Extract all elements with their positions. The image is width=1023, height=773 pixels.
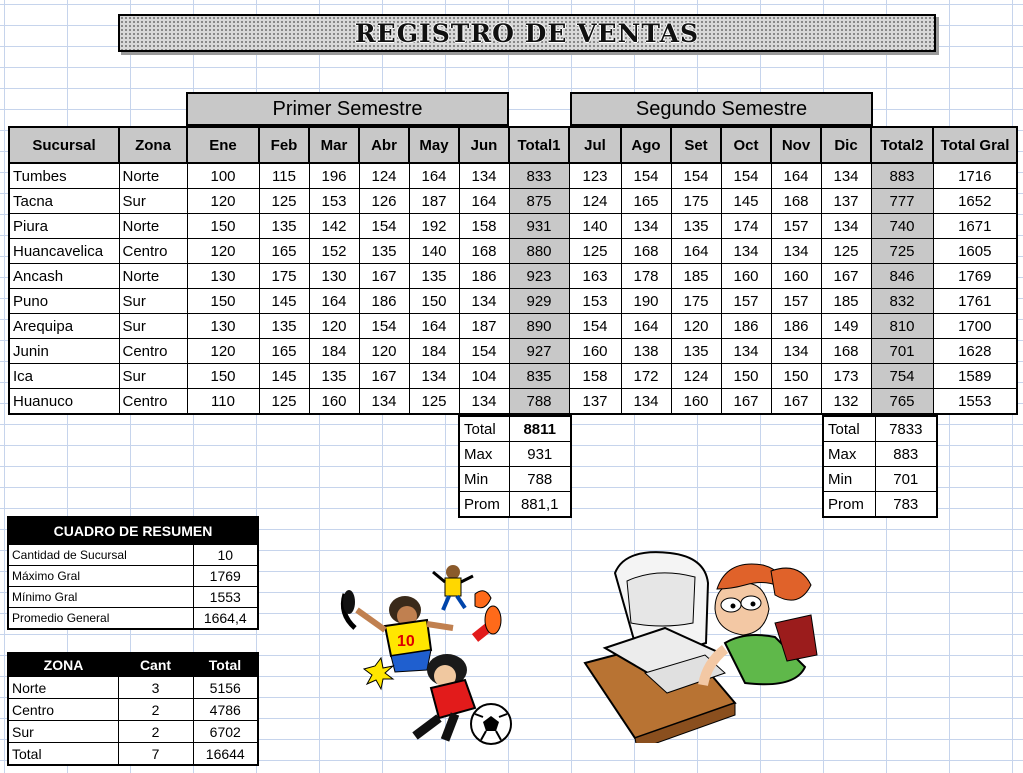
summary-label: Máximo Gral	[8, 566, 193, 587]
table-cell[interactable]: 1761	[933, 289, 1017, 314]
table-cell[interactable]: 134	[409, 364, 459, 389]
table-cell[interactable]: 178	[621, 264, 671, 289]
column-header: Nov	[771, 127, 821, 163]
table-cell[interactable]: 160	[771, 264, 821, 289]
stats-row	[459, 416, 571, 442]
stats-row	[823, 442, 937, 467]
stats-value[interactable]: 8811	[509, 416, 571, 442]
table-cell[interactable]: 777	[871, 189, 933, 214]
table-cell[interactable]: 165	[259, 339, 309, 364]
table-cell[interactable]: 134	[771, 239, 821, 264]
table-cell[interactable]: 154	[621, 163, 671, 189]
table-cell[interactable]: Sur	[119, 314, 187, 339]
table-cell[interactable]: Junin	[9, 339, 119, 364]
table-row	[9, 214, 1017, 239]
sales-table	[8, 126, 1018, 415]
table-row	[9, 163, 1017, 189]
table-cell[interactable]: 160	[309, 389, 359, 415]
table-cell[interactable]: Huanuco	[9, 389, 119, 415]
table-cell[interactable]: Ica	[9, 364, 119, 389]
table-cell[interactable]: 135	[309, 364, 359, 389]
table-cell[interactable]: 740	[871, 214, 933, 239]
table-cell[interactable]: 135	[671, 339, 721, 364]
stats-label: Min	[459, 467, 509, 492]
column-header: Ene	[187, 127, 259, 163]
table-cell[interactable]: Huancavelica	[9, 239, 119, 264]
table-cell[interactable]: 123	[569, 163, 621, 189]
zone-name[interactable]: Centro	[8, 699, 118, 721]
table-row	[9, 189, 1017, 214]
sheet-title-banner	[118, 14, 936, 52]
table-cell[interactable]: 130	[309, 264, 359, 289]
stats-row	[459, 442, 571, 467]
column-header: Sucursal	[9, 127, 119, 163]
table-cell[interactable]: 142	[309, 214, 359, 239]
table-row	[9, 364, 1017, 389]
table-cell[interactable]: 931	[509, 214, 569, 239]
zone-total[interactable]: 5156	[193, 677, 258, 699]
table-cell[interactable]: 154	[721, 163, 771, 189]
table-cell[interactable]: 164	[459, 189, 509, 214]
table-cell[interactable]: 168	[621, 239, 671, 264]
zone-row	[8, 699, 258, 721]
table-cell[interactable]: 132	[821, 389, 871, 415]
stats-label: Total	[459, 416, 509, 442]
table-cell[interactable]: 174	[721, 214, 771, 239]
table-cell[interactable]: 168	[459, 239, 509, 264]
column-header: Abr	[359, 127, 409, 163]
table-row	[9, 289, 1017, 314]
table-cell[interactable]: 124	[359, 163, 409, 189]
zone-row	[8, 743, 258, 766]
table-cell[interactable]: 186	[359, 289, 409, 314]
table-cell[interactable]: 164	[771, 163, 821, 189]
stats-label: Total	[823, 416, 875, 442]
table-cell[interactable]: 1716	[933, 163, 1017, 189]
table-cell[interactable]: 149	[821, 314, 871, 339]
zone-count[interactable]: 3	[118, 677, 193, 699]
first-semester-header: Primer Semestre	[186, 92, 509, 126]
table-cell[interactable]: 164	[409, 163, 459, 189]
table-cell[interactable]: 134	[459, 289, 509, 314]
table-cell[interactable]: Norte	[119, 264, 187, 289]
stats-value[interactable]: 701	[875, 467, 937, 492]
table-cell[interactable]: 875	[509, 189, 569, 214]
table-cell[interactable]: 196	[309, 163, 359, 189]
column-header: Dic	[821, 127, 871, 163]
table-cell[interactable]: 835	[509, 364, 569, 389]
table-cell[interactable]: 765	[871, 389, 933, 415]
table-cell[interactable]: 137	[821, 189, 871, 214]
table-cell[interactable]: Centro	[119, 339, 187, 364]
table-cell[interactable]: 923	[509, 264, 569, 289]
table-cell[interactable]: 172	[621, 364, 671, 389]
table-cell[interactable]: 145	[259, 289, 309, 314]
table-cell[interactable]: 167	[359, 364, 409, 389]
summary-value[interactable]: 10	[193, 545, 258, 566]
second-semester-stats	[822, 415, 938, 518]
table-cell[interactable]: 1628	[933, 339, 1017, 364]
table-cell[interactable]: 145	[721, 189, 771, 214]
table-cell[interactable]: 165	[621, 189, 671, 214]
table-cell[interactable]: 150	[409, 289, 459, 314]
table-cell[interactable]: 150	[771, 364, 821, 389]
table-cell[interactable]: Sur	[119, 364, 187, 389]
table-cell[interactable]: 173	[821, 364, 871, 389]
table-cell[interactable]: 125	[259, 189, 309, 214]
table-cell[interactable]: Piura	[9, 214, 119, 239]
table-cell[interactable]: 833	[509, 163, 569, 189]
table-cell[interactable]: 186	[459, 264, 509, 289]
table-cell[interactable]: 880	[509, 239, 569, 264]
zone-count[interactable]: 2	[118, 699, 193, 721]
summary-value[interactable]: 1664,4	[193, 608, 258, 630]
zone-name[interactable]: Total	[8, 743, 118, 766]
table-cell[interactable]: 135	[409, 264, 459, 289]
stats-row	[459, 492, 571, 518]
table-cell[interactable]: 120	[671, 314, 721, 339]
total-col-header: Total	[193, 653, 258, 677]
table-cell[interactable]: 187	[409, 189, 459, 214]
table-cell[interactable]: Centro	[119, 389, 187, 415]
table-cell[interactable]: 157	[771, 289, 821, 314]
column-header: Ago	[621, 127, 671, 163]
table-cell[interactable]: 130	[187, 314, 259, 339]
table-cell[interactable]: 190	[621, 289, 671, 314]
zone-count[interactable]: 7	[118, 743, 193, 766]
stats-value[interactable]: 788	[509, 467, 571, 492]
stats-row	[823, 467, 937, 492]
table-cell[interactable]: 104	[459, 364, 509, 389]
table-cell[interactable]: Puno	[9, 289, 119, 314]
table-cell[interactable]: 158	[459, 214, 509, 239]
table-cell[interactable]: 125	[821, 239, 871, 264]
table-cell[interactable]: Tumbes	[9, 163, 119, 189]
student-computer-clipart	[575, 543, 820, 743]
table-cell[interactable]: 175	[671, 289, 721, 314]
table-cell[interactable]: 846	[871, 264, 933, 289]
table-cell[interactable]: 1671	[933, 214, 1017, 239]
table-cell[interactable]: 157	[771, 214, 821, 239]
stats-value[interactable]: 931	[509, 442, 571, 467]
table-cell[interactable]: 832	[871, 289, 933, 314]
summary-label: Mínimo Gral	[8, 587, 193, 608]
table-cell[interactable]: 120	[359, 339, 409, 364]
second-semester-header: Segundo Semestre	[570, 92, 873, 126]
table-cell[interactable]: 152	[309, 239, 359, 264]
table-cell[interactable]: 154	[459, 339, 509, 364]
stats-label: Prom	[823, 492, 875, 518]
table-cell[interactable]: 150	[721, 364, 771, 389]
zone-table	[7, 652, 259, 766]
table-cell[interactable]: 164	[671, 239, 721, 264]
table-cell[interactable]: 186	[771, 314, 821, 339]
table-row	[9, 389, 1017, 415]
table-cell[interactable]: 134	[459, 389, 509, 415]
table-cell[interactable]: 167	[821, 264, 871, 289]
table-cell[interactable]: 927	[509, 339, 569, 364]
first-semester-stats	[458, 415, 572, 518]
table-cell[interactable]: 701	[871, 339, 933, 364]
table-cell[interactable]: 163	[569, 264, 621, 289]
table-cell[interactable]: Ancash	[9, 264, 119, 289]
stats-value[interactable]: 883	[875, 442, 937, 467]
table-cell[interactable]: 164	[309, 289, 359, 314]
summary-row	[8, 587, 258, 608]
column-header: Total2	[871, 127, 933, 163]
table-cell[interactable]: 134	[821, 214, 871, 239]
table-cell[interactable]: 192	[409, 214, 459, 239]
summary-row	[8, 608, 258, 630]
stats-row	[459, 467, 571, 492]
column-header: Set	[671, 127, 721, 163]
column-header: Mar	[309, 127, 359, 163]
table-cell[interactable]: Sur	[119, 289, 187, 314]
count-col-header: Cant	[118, 653, 193, 677]
table-cell[interactable]: 153	[569, 289, 621, 314]
soccer-players-clipart	[335, 558, 535, 748]
table-cell[interactable]: 134	[721, 339, 771, 364]
table-cell[interactable]: 187	[459, 314, 509, 339]
table-cell[interactable]: 154	[671, 163, 721, 189]
table-cell[interactable]: 115	[259, 163, 309, 189]
table-cell[interactable]: 1769	[933, 264, 1017, 289]
summary-value[interactable]: 1769	[193, 566, 258, 587]
stats-row	[823, 416, 937, 442]
table-cell[interactable]: 1605	[933, 239, 1017, 264]
table-row	[9, 314, 1017, 339]
stats-row	[823, 492, 937, 518]
table-cell[interactable]: 168	[771, 189, 821, 214]
table-cell[interactable]: 150	[187, 214, 259, 239]
zone-col-header: ZONA	[8, 653, 118, 677]
table-cell[interactable]: 890	[509, 314, 569, 339]
stats-value[interactable]: 7833	[875, 416, 937, 442]
table-cell[interactable]: Arequipa	[9, 314, 119, 339]
summary-row	[8, 545, 258, 566]
table-row	[9, 239, 1017, 264]
column-header: Total Gral	[933, 127, 1017, 163]
table-cell[interactable]: 810	[871, 314, 933, 339]
table-cell[interactable]: 150	[187, 364, 259, 389]
table-cell[interactable]: 185	[671, 264, 721, 289]
sheet-title: REGISTRO DE VENTAS	[354, 18, 700, 48]
table-cell[interactable]: 110	[187, 389, 259, 415]
stats-value[interactable]: 783	[875, 492, 937, 518]
table-cell[interactable]: 134	[721, 239, 771, 264]
table-cell[interactable]: 164	[621, 314, 671, 339]
stats-label: Max	[459, 442, 509, 467]
table-cell[interactable]: 134	[359, 389, 409, 415]
table-cell[interactable]: 1589	[933, 364, 1017, 389]
table-cell[interactable]: 184	[309, 339, 359, 364]
table-cell[interactable]: 1652	[933, 189, 1017, 214]
table-cell[interactable]: 100	[187, 163, 259, 189]
table-cell[interactable]: 130	[187, 264, 259, 289]
table-cell[interactable]: 157	[721, 289, 771, 314]
table-cell[interactable]: 788	[509, 389, 569, 415]
table-cell[interactable]: 160	[721, 264, 771, 289]
table-cell[interactable]: 167	[771, 389, 821, 415]
table-cell[interactable]: Centro	[119, 239, 187, 264]
table-cell[interactable]: 135	[259, 314, 309, 339]
table-cell[interactable]: 126	[359, 189, 409, 214]
zone-row	[8, 677, 258, 699]
table-cell[interactable]: Sur	[119, 189, 187, 214]
table-cell[interactable]: 153	[309, 189, 359, 214]
zone-name[interactable]: Norte	[8, 677, 118, 699]
table-cell[interactable]: 929	[509, 289, 569, 314]
column-header: Jul	[569, 127, 621, 163]
zone-total[interactable]: 4786	[193, 699, 258, 721]
table-cell[interactable]: 140	[569, 214, 621, 239]
table-cell[interactable]: 1553	[933, 389, 1017, 415]
zone-name[interactable]: Sur	[8, 721, 118, 743]
summary-row	[8, 566, 258, 587]
summary-table	[7, 516, 259, 630]
table-cell[interactable]: 140	[409, 239, 459, 264]
column-header: Feb	[259, 127, 309, 163]
table-cell[interactable]: 145	[259, 364, 309, 389]
column-header: May	[409, 127, 459, 163]
table-cell[interactable]: 160	[671, 389, 721, 415]
table-cell[interactable]: 138	[621, 339, 671, 364]
table-cell[interactable]: 120	[187, 189, 259, 214]
table-cell[interactable]: 165	[259, 239, 309, 264]
summary-header: CUADRO DE RESUMEN	[8, 517, 258, 545]
table-cell[interactable]: 186	[721, 314, 771, 339]
table-cell[interactable]: 154	[359, 314, 409, 339]
table-cell[interactable]: 175	[259, 264, 309, 289]
table-cell[interactable]: 137	[569, 389, 621, 415]
zone-total[interactable]: 6702	[193, 721, 258, 743]
table-cell[interactable]: 135	[671, 214, 721, 239]
zone-total[interactable]: 16644	[193, 743, 258, 766]
table-row	[9, 339, 1017, 364]
table-cell[interactable]: 120	[187, 239, 259, 264]
table-cell[interactable]: 1700	[933, 314, 1017, 339]
table-cell[interactable]: 134	[459, 163, 509, 189]
table-cell[interactable]: 185	[821, 289, 871, 314]
table-cell[interactable]: 154	[359, 214, 409, 239]
table-cell[interactable]: 134	[821, 163, 871, 189]
table-cell[interactable]: 134	[771, 339, 821, 364]
table-cell[interactable]: 168	[821, 339, 871, 364]
column-header: Oct	[721, 127, 771, 163]
table-cell[interactable]: 883	[871, 163, 933, 189]
stats-label: Max	[823, 442, 875, 467]
table-row	[9, 264, 1017, 289]
table-cell[interactable]: 120	[309, 314, 359, 339]
table-cell[interactable]: 124	[569, 189, 621, 214]
table-cell[interactable]: 150	[187, 289, 259, 314]
table-cell[interactable]: Tacna	[9, 189, 119, 214]
table-cell[interactable]: Norte	[119, 214, 187, 239]
table-cell[interactable]: 167	[359, 264, 409, 289]
table-cell[interactable]: 154	[569, 314, 621, 339]
table-cell[interactable]: 135	[359, 239, 409, 264]
table-cell[interactable]: 158	[569, 364, 621, 389]
table-cell[interactable]: 125	[259, 389, 309, 415]
table-cell[interactable]: 134	[621, 214, 671, 239]
column-header: Total1	[509, 127, 569, 163]
column-header: Jun	[459, 127, 509, 163]
stats-value[interactable]: 881,1	[509, 492, 571, 518]
stats-label: Prom	[459, 492, 509, 518]
zone-count[interactable]: 2	[118, 721, 193, 743]
table-cell[interactable]: 120	[187, 339, 259, 364]
summary-label: Promedio General	[8, 608, 193, 630]
table-cell[interactable]: 134	[621, 389, 671, 415]
table-cell[interactable]: 124	[671, 364, 721, 389]
table-cell[interactable]: 184	[409, 339, 459, 364]
jersey-number: 10	[397, 633, 415, 650]
table-cell[interactable]: 725	[871, 239, 933, 264]
table-cell[interactable]: 160	[569, 339, 621, 364]
table-header-row	[9, 127, 1017, 163]
column-header: Zona	[119, 127, 187, 163]
table-cell[interactable]: 754	[871, 364, 933, 389]
summary-label: Cantidad de Sucursal	[8, 545, 193, 566]
table-cell[interactable]: 125	[409, 389, 459, 415]
table-cell[interactable]: 135	[259, 214, 309, 239]
stats-label: Min	[823, 467, 875, 492]
table-cell[interactable]: 164	[409, 314, 459, 339]
zone-row	[8, 721, 258, 743]
table-cell[interactable]: 175	[671, 189, 721, 214]
table-cell[interactable]: 167	[721, 389, 771, 415]
table-cell[interactable]: 125	[569, 239, 621, 264]
table-cell[interactable]: Norte	[119, 163, 187, 189]
summary-value[interactable]: 1553	[193, 587, 258, 608]
